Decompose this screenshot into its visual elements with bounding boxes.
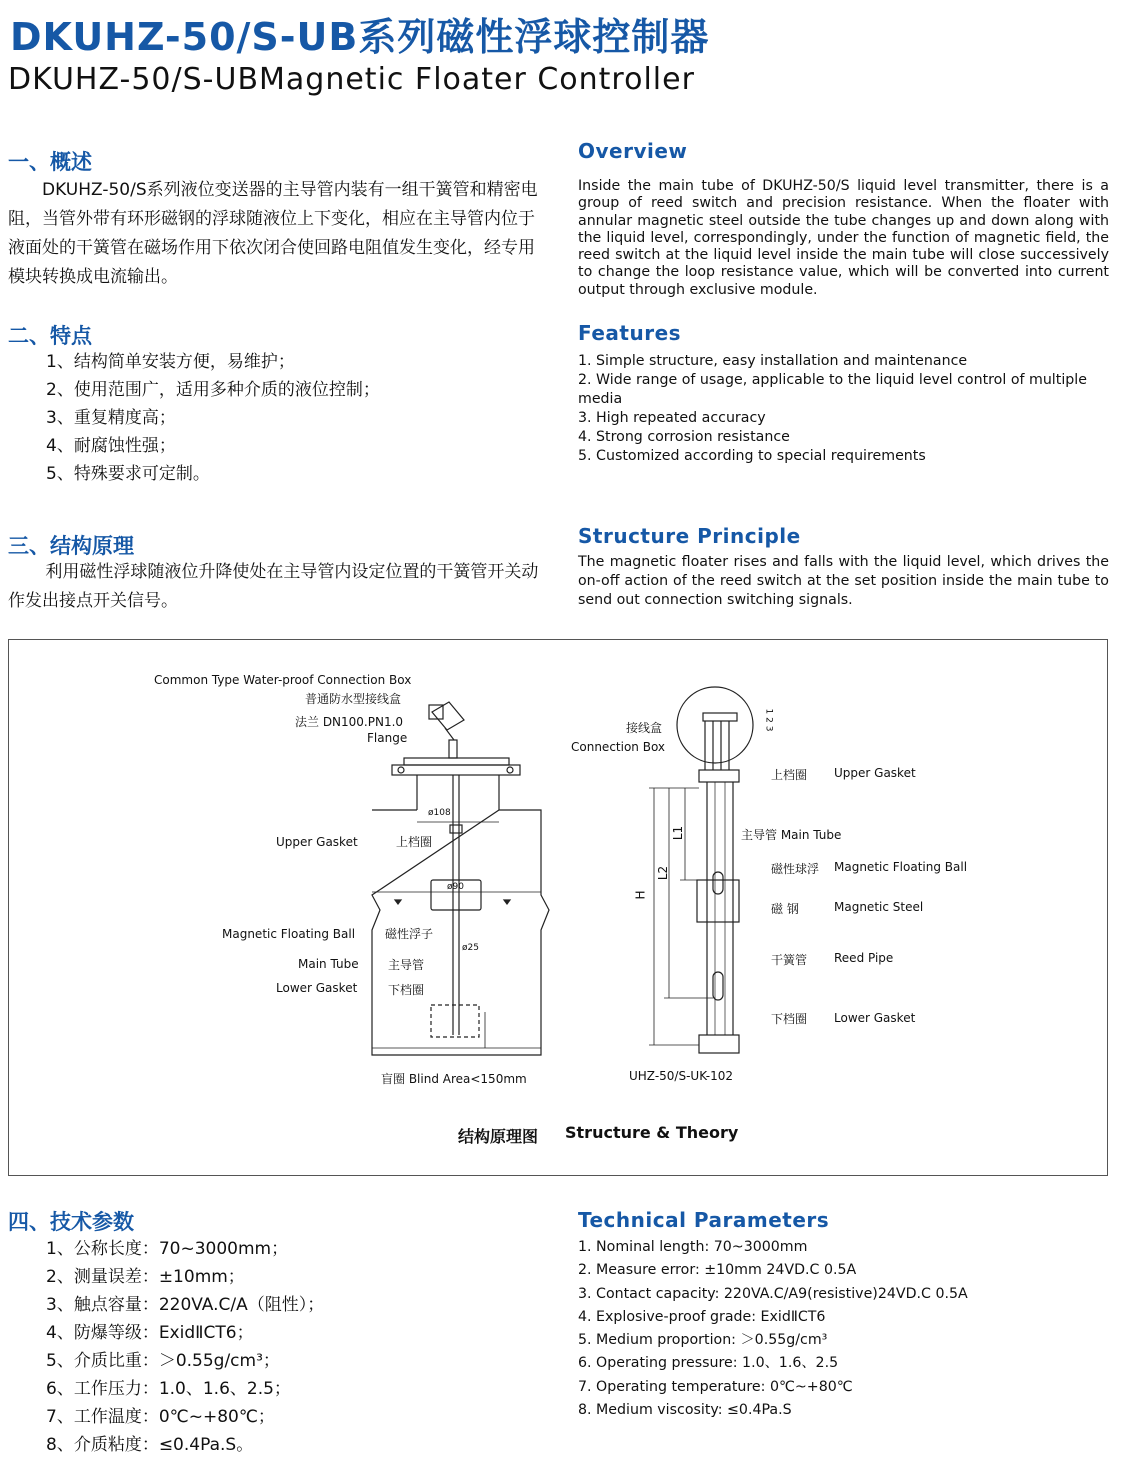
list-item: 5. Medium proportion: ＞0.55g/cm³ [578, 1332, 828, 1349]
list-item: 8、介质粘度：≤0.4Pa.S。 [46, 1435, 254, 1455]
label-rreed-en: Reed Pipe [834, 951, 894, 965]
page-title: DKUHZ-50/S-UB系列磁性浮球控制器 [10, 15, 710, 59]
label-d90: ø90 [447, 882, 464, 892]
label-d25: ø25 [462, 943, 479, 953]
list-item: 3. High repeated accuracy [578, 410, 766, 426]
label-blind-area: 盲圈 Blind Area<150mm [381, 1072, 527, 1086]
list-item: 5、介质比重：＞0.55g/cm³； [46, 1351, 280, 1371]
flange-shape [392, 765, 520, 775]
list-item: 6、工作压力：1.0、1.6、2.5； [46, 1379, 291, 1399]
features-list-en [578, 352, 1110, 466]
label-rreed-cn: 干簧管 [771, 953, 808, 967]
label-rbox-cn: 接线盒 [626, 721, 663, 735]
features-list-cn [46, 348, 380, 488]
list-item: 5、特殊要求可定制。 [46, 464, 210, 484]
label-rupper-cn: 上档圈 [771, 768, 808, 782]
diagram-drawing [9, 640, 1109, 1177]
page-subtitle: DKUHZ-50/S-UBMagnetic Floater Controller [8, 62, 695, 97]
label-rsteel-en: Magnetic Steel [834, 900, 924, 914]
list-item: 1、公称长度：70~3000mm； [46, 1239, 289, 1259]
params-heading-en: Technical Parameters [578, 1208, 830, 1232]
params-list-cn [46, 1235, 324, 1459]
label-rfloat-en: Magnetic Floating Ball [834, 860, 968, 874]
list-item: 4. Strong corrosion resistance [578, 429, 790, 445]
label-box-cn: 普通防水型接线盒 [305, 692, 402, 706]
features-heading-cn: 二、特点 [8, 324, 92, 348]
label-flange-en: Flange [367, 731, 408, 745]
list-item: 8. Medium viscosity: ≤0.4Pa.S [578, 1402, 792, 1419]
label-rfloat-cn: 磁性球浮 [771, 862, 820, 876]
label-float-cn: 磁性浮子 [385, 927, 434, 941]
list-item: 4. Explosive-proof grade: ExidⅡCT6 [578, 1308, 826, 1325]
list-item: 1、结构简单安装方便，易维护； [46, 352, 295, 372]
connection-box-shape [432, 702, 464, 730]
list-item: 4、防爆等级：ExidⅡCT6； [46, 1323, 254, 1343]
structure-text-cn: 利用磁性浮球随液位升降使处在主导管内设定位置的干簧管开关动作发出接点开关信号。 [8, 562, 539, 611]
label-model: UHZ-50/S-UK-102 [629, 1069, 734, 1083]
features-heading-en: Features [578, 321, 682, 345]
right-connection-box-shape [677, 687, 753, 763]
list-item: 7. Operating temperature: 0℃~+80℃ [578, 1378, 853, 1395]
label-lower-cn: 下档圈 [388, 983, 425, 997]
label-rtube: 主导管 Main Tube [741, 828, 842, 842]
list-item: 3、重复精度高； [46, 408, 176, 428]
list-item: 1. Simple structure, easy installation and maintenance [578, 353, 968, 369]
label-float-en: Magnetic Floating Ball [222, 927, 356, 941]
overview-heading-cn: 一、概述 [8, 150, 92, 174]
label-box-en: Common Type Water-proof Connection Box [154, 673, 412, 687]
list-item: 2、测量误差：±10mm； [46, 1267, 245, 1287]
label-flange-cn: 法兰 DN100.PN1.0 [295, 715, 404, 729]
label-rlower-en: Lower Gasket [834, 1011, 916, 1025]
label-rlower-cn: 下档圈 [771, 1012, 808, 1026]
list-item: 3. Contact capacity: 220VA.C/A9(resistive)24VD.C 0.5A [578, 1285, 968, 1302]
label-rsteel-cn: 磁 钢 [771, 902, 799, 916]
label-upper-gasket-cn: 上档圈 [396, 835, 433, 849]
caption-en: Structure & Theory [565, 1123, 739, 1142]
label-terminals: 1 2 3 [763, 708, 774, 732]
list-item: 3、触点容量：220VA.C/A（阻性）； [46, 1295, 325, 1315]
params-heading-cn: 四、技术参数 [8, 1210, 134, 1234]
structure-heading-cn: 三、结构原理 [8, 534, 134, 558]
params-list-en [578, 1236, 968, 1422]
label-tube-cn: 主导管 [388, 958, 425, 972]
list-item: 2. Wide range of usage, applicable to the liquid level control of multiple media [578, 372, 1087, 407]
overview-heading-en: Overview [578, 139, 688, 163]
list-item: 2、使用范围广，适用多种介质的液位控制； [46, 380, 380, 400]
label-d108: ø108 [428, 808, 451, 818]
structure-text-en: The magnetic floater rises and falls with the liquid level, which drives the on-off action of the reed switch at the set position inside the main tube to send out connection switching signals. [578, 554, 1109, 608]
overview-text-cn: DKUHZ-50/S系列液位变送器的主导管内装有一组干簧管和精密电阻，当管外带有环形磁钢的浮球随液位上下变化，相应在主导管内位于液面处的干簧管在磁场作用下依次闭合使回路电阻值发生变化，经专用模块转换成电流输出。 [8, 180, 538, 287]
structure-diagram [8, 639, 1108, 1176]
list-item: 5. Customized according to special requirements [578, 448, 926, 464]
list-item: 7、工作温度：0℃~+80℃； [46, 1407, 275, 1427]
label-dim-l2: L2 [656, 865, 671, 881]
label-rbox-en: Connection Box [571, 740, 666, 754]
label-upper-gasket-en: Upper Gasket [276, 835, 358, 849]
label-rupper-en: Upper Gasket [834, 766, 916, 780]
label-tube-en: Main Tube [298, 957, 359, 971]
structure-heading-en: Structure Principle [578, 524, 801, 548]
label-dim-l1: L1 [671, 825, 686, 841]
list-item: 1. Nominal length: 70~3000mm [578, 1239, 808, 1255]
label-dim-h: H [633, 890, 648, 900]
list-item: 6. Operating pressure: 1.0、1.6、2.5 [578, 1355, 839, 1372]
label-lower-en: Lower Gasket [276, 981, 358, 995]
list-item: 2. Measure error: ±10mm 24VD.C 0.5A [578, 1262, 857, 1279]
caption-cn: 结构原理图 [458, 1127, 539, 1146]
list-item: 4、耐腐蚀性强； [46, 436, 176, 456]
overview-text-en: Inside the main tube of DKUHZ-50/S liquid level transmitter, there is a group of reed switch and precision resistance. When the floater with annular magnetic steel outside the tube changes up and down along with the liquid level, correspondingly, under the function of magnetic field, the reed switch at the liquid level inside the main tube will close successively to change the loop resistance value, which will be converted into current output through exclusive module. [578, 178, 1109, 298]
